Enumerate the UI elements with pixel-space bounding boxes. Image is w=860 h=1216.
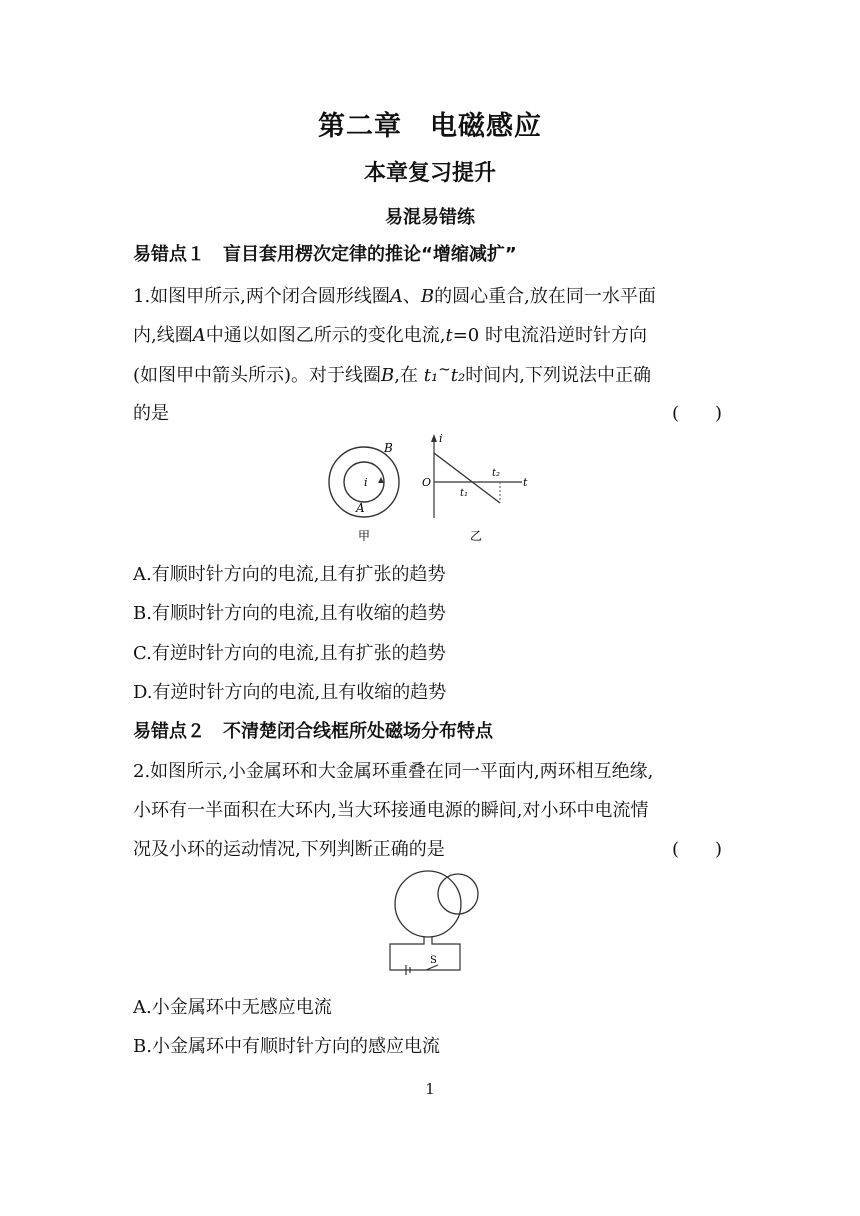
- question-2-answer-blank: ( ): [672, 839, 723, 860]
- i-axis-arrow-icon: [431, 434, 437, 442]
- error-point-2-heading: 易错点２ 不清楚闭合线框所处磁场分布特点: [133, 721, 493, 742]
- section-title: 本章复习提升: [363, 161, 496, 186]
- label-yi: 乙: [470, 529, 483, 543]
- figure-jia-coils: [329, 441, 399, 543]
- label-t-axis: t: [523, 476, 528, 489]
- circuit-wire: [390, 936, 460, 970]
- label-S: S: [430, 955, 437, 966]
- question-1-line-2: 内,线圈A中通以如图乙所示的变化电流,t=0 时电流沿逆时针方向: [133, 325, 647, 346]
- figure-1-coils-and-current-graph: [320, 428, 540, 546]
- error-point-1-heading: 易错点１ 盲目套用楞次定律的推论“增缩减扩”: [133, 244, 517, 265]
- subsection-title: 易混易错练: [385, 207, 475, 228]
- label-t1: t₁: [460, 488, 469, 499]
- question-1-line-1: 1.如图甲所示,两个闭合圆形线圈A、B的圆心重合,放在同一水平面: [133, 286, 656, 307]
- question-1-option-d: D.有逆时针方向的电流,且有收缩的趋势: [133, 682, 447, 703]
- label-O: O: [422, 476, 432, 489]
- question-2-option-b: B.小金属环中有顺时针方向的感应电流: [133, 1036, 440, 1057]
- label-t2: t₂: [492, 468, 501, 479]
- small-ring: [438, 874, 478, 914]
- chapter-title: 第二章 电磁感应: [318, 111, 542, 142]
- question-1-answer-blank: ( ): [672, 403, 723, 424]
- question-1-line-3: (如图甲中箭头所示)。对于线圈B,在 t₁~t₂时间内,下列说法中正确: [133, 360, 651, 386]
- question-2-line-1: 2.如图所示,小金属环和大金属环重叠在同一平面内,两环相互绝缘,: [133, 761, 654, 782]
- question-2-line-3: 况及小环的运动情况,下列判断正确的是: [133, 839, 445, 860]
- question-2-option-a: A.小金属环中无感应电流: [133, 997, 332, 1018]
- label-jia: 甲: [358, 529, 371, 543]
- figure-yi-current-graph: [422, 432, 528, 543]
- question-1-line-4: 的是: [133, 403, 169, 424]
- question-1-option-a: A.有顺时针方向的电流,且有扩张的趋势: [133, 564, 446, 585]
- question-2-line-2: 小环有一半面积在大环内,当大环接通电源的瞬间,对小环中电流情: [133, 800, 649, 821]
- label-B: B: [384, 441, 393, 455]
- page-number: 1: [425, 1080, 435, 1098]
- question-1-option-c: C.有逆时针方向的电流,且有扩张的趋势: [133, 643, 446, 664]
- large-ring: [395, 871, 461, 937]
- label-A: A: [356, 501, 365, 515]
- figure-2-rings-and-circuit: [380, 864, 490, 976]
- label-i-axis: i: [439, 432, 443, 445]
- question-1-option-b: B.有顺时针方向的电流,且有收缩的趋势: [133, 603, 446, 624]
- label-i-loop: i: [364, 476, 368, 489]
